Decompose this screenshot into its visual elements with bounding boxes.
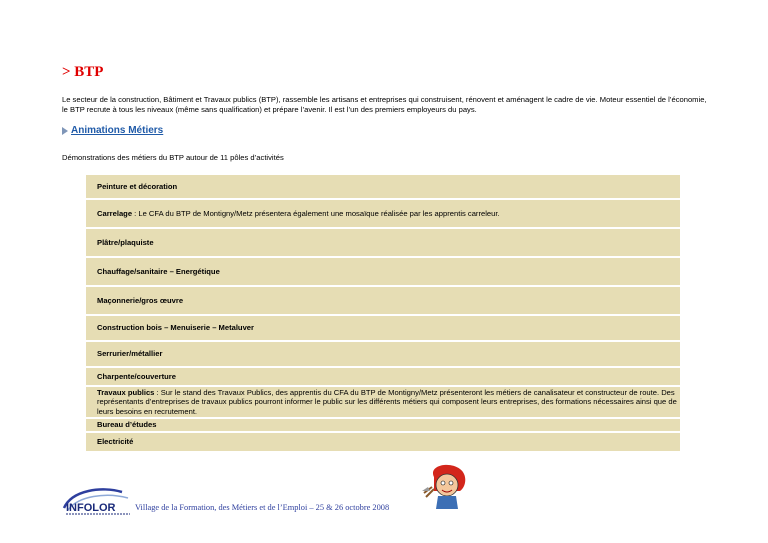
table-row <box>86 368 680 385</box>
table-row <box>86 175 680 198</box>
pole-detail: : Le CFA du BTP de Montigny/Metz présentera également une mosaïque réalisée par les apprentis carreleur. <box>132 208 500 218</box>
intro-paragraph: Le secteur de la construction, Bâtiment et Travaux publics (BTP), rassemble les artisans et entreprises qui construisent, rénovent et aménagent le cadre de vie. Moteur essentiel de l’économie, le BTP recrute à tous les niveaux (même sans qualification) et prépare l’avenir. Il est l’un des premiers employeurs du pays. <box>62 95 707 114</box>
demo-text: Démonstrations des métiers du BTP autour de 11 pôles d’activités <box>62 153 284 162</box>
triangle-bullet-icon <box>62 127 68 135</box>
animations-section <box>62 125 163 136</box>
table-row <box>86 258 680 285</box>
pole-label: Carrelage <box>97 208 133 218</box>
pole-label: Serrurier/métallier <box>97 349 163 359</box>
infolor-logo <box>62 486 134 516</box>
page-heading: > BTP <box>62 64 104 80</box>
pole-label: Plâtre/plaquiste <box>97 237 154 247</box>
table-row <box>86 287 680 314</box>
table-row <box>86 200 680 227</box>
pole-label: Maçonnerie/gros œuvre <box>97 295 184 305</box>
animations-metiers-link[interactable]: Animations Métiers <box>71 125 164 136</box>
pole-label: Charpente/couverture <box>97 371 176 381</box>
footer-event-text: Village de la Formation, des Métiers et de l’Emploi – 25 & 26 octobre 2008 <box>135 503 390 512</box>
table-row <box>86 387 680 417</box>
mascot-illustration <box>420 463 472 511</box>
pole-label: Bureau d’études <box>97 420 157 430</box>
table-row <box>86 342 680 366</box>
poles-table <box>86 173 680 453</box>
table-row <box>86 316 680 340</box>
table-row <box>86 229 680 256</box>
pole-label: Chauffage/sanitaire – Energétique <box>97 266 220 276</box>
table-row <box>86 433 680 451</box>
logo-text: INFOLOR <box>66 502 116 514</box>
table-row <box>86 419 680 431</box>
pole-label: Peinture et décoration <box>97 181 178 191</box>
pole-label: Travaux publics <box>97 387 155 397</box>
pole-detail: : Sur le stand des Travaux Publics, des apprentis du CFA du BTP de Montigny/Metz présenteront les métiers de canalisateur et constructeur de route. Des représentants d’entreprises de travaux publics pourront informer le public sur les différents métiers qui composent leurs entreprises, des formations nécessaires ainsi que de leurs besoins en recrutement. <box>97 387 677 416</box>
pole-label: Construction bois – Menuiserie – Metaluver <box>97 323 254 333</box>
pole-label: Electricité <box>97 437 134 447</box>
